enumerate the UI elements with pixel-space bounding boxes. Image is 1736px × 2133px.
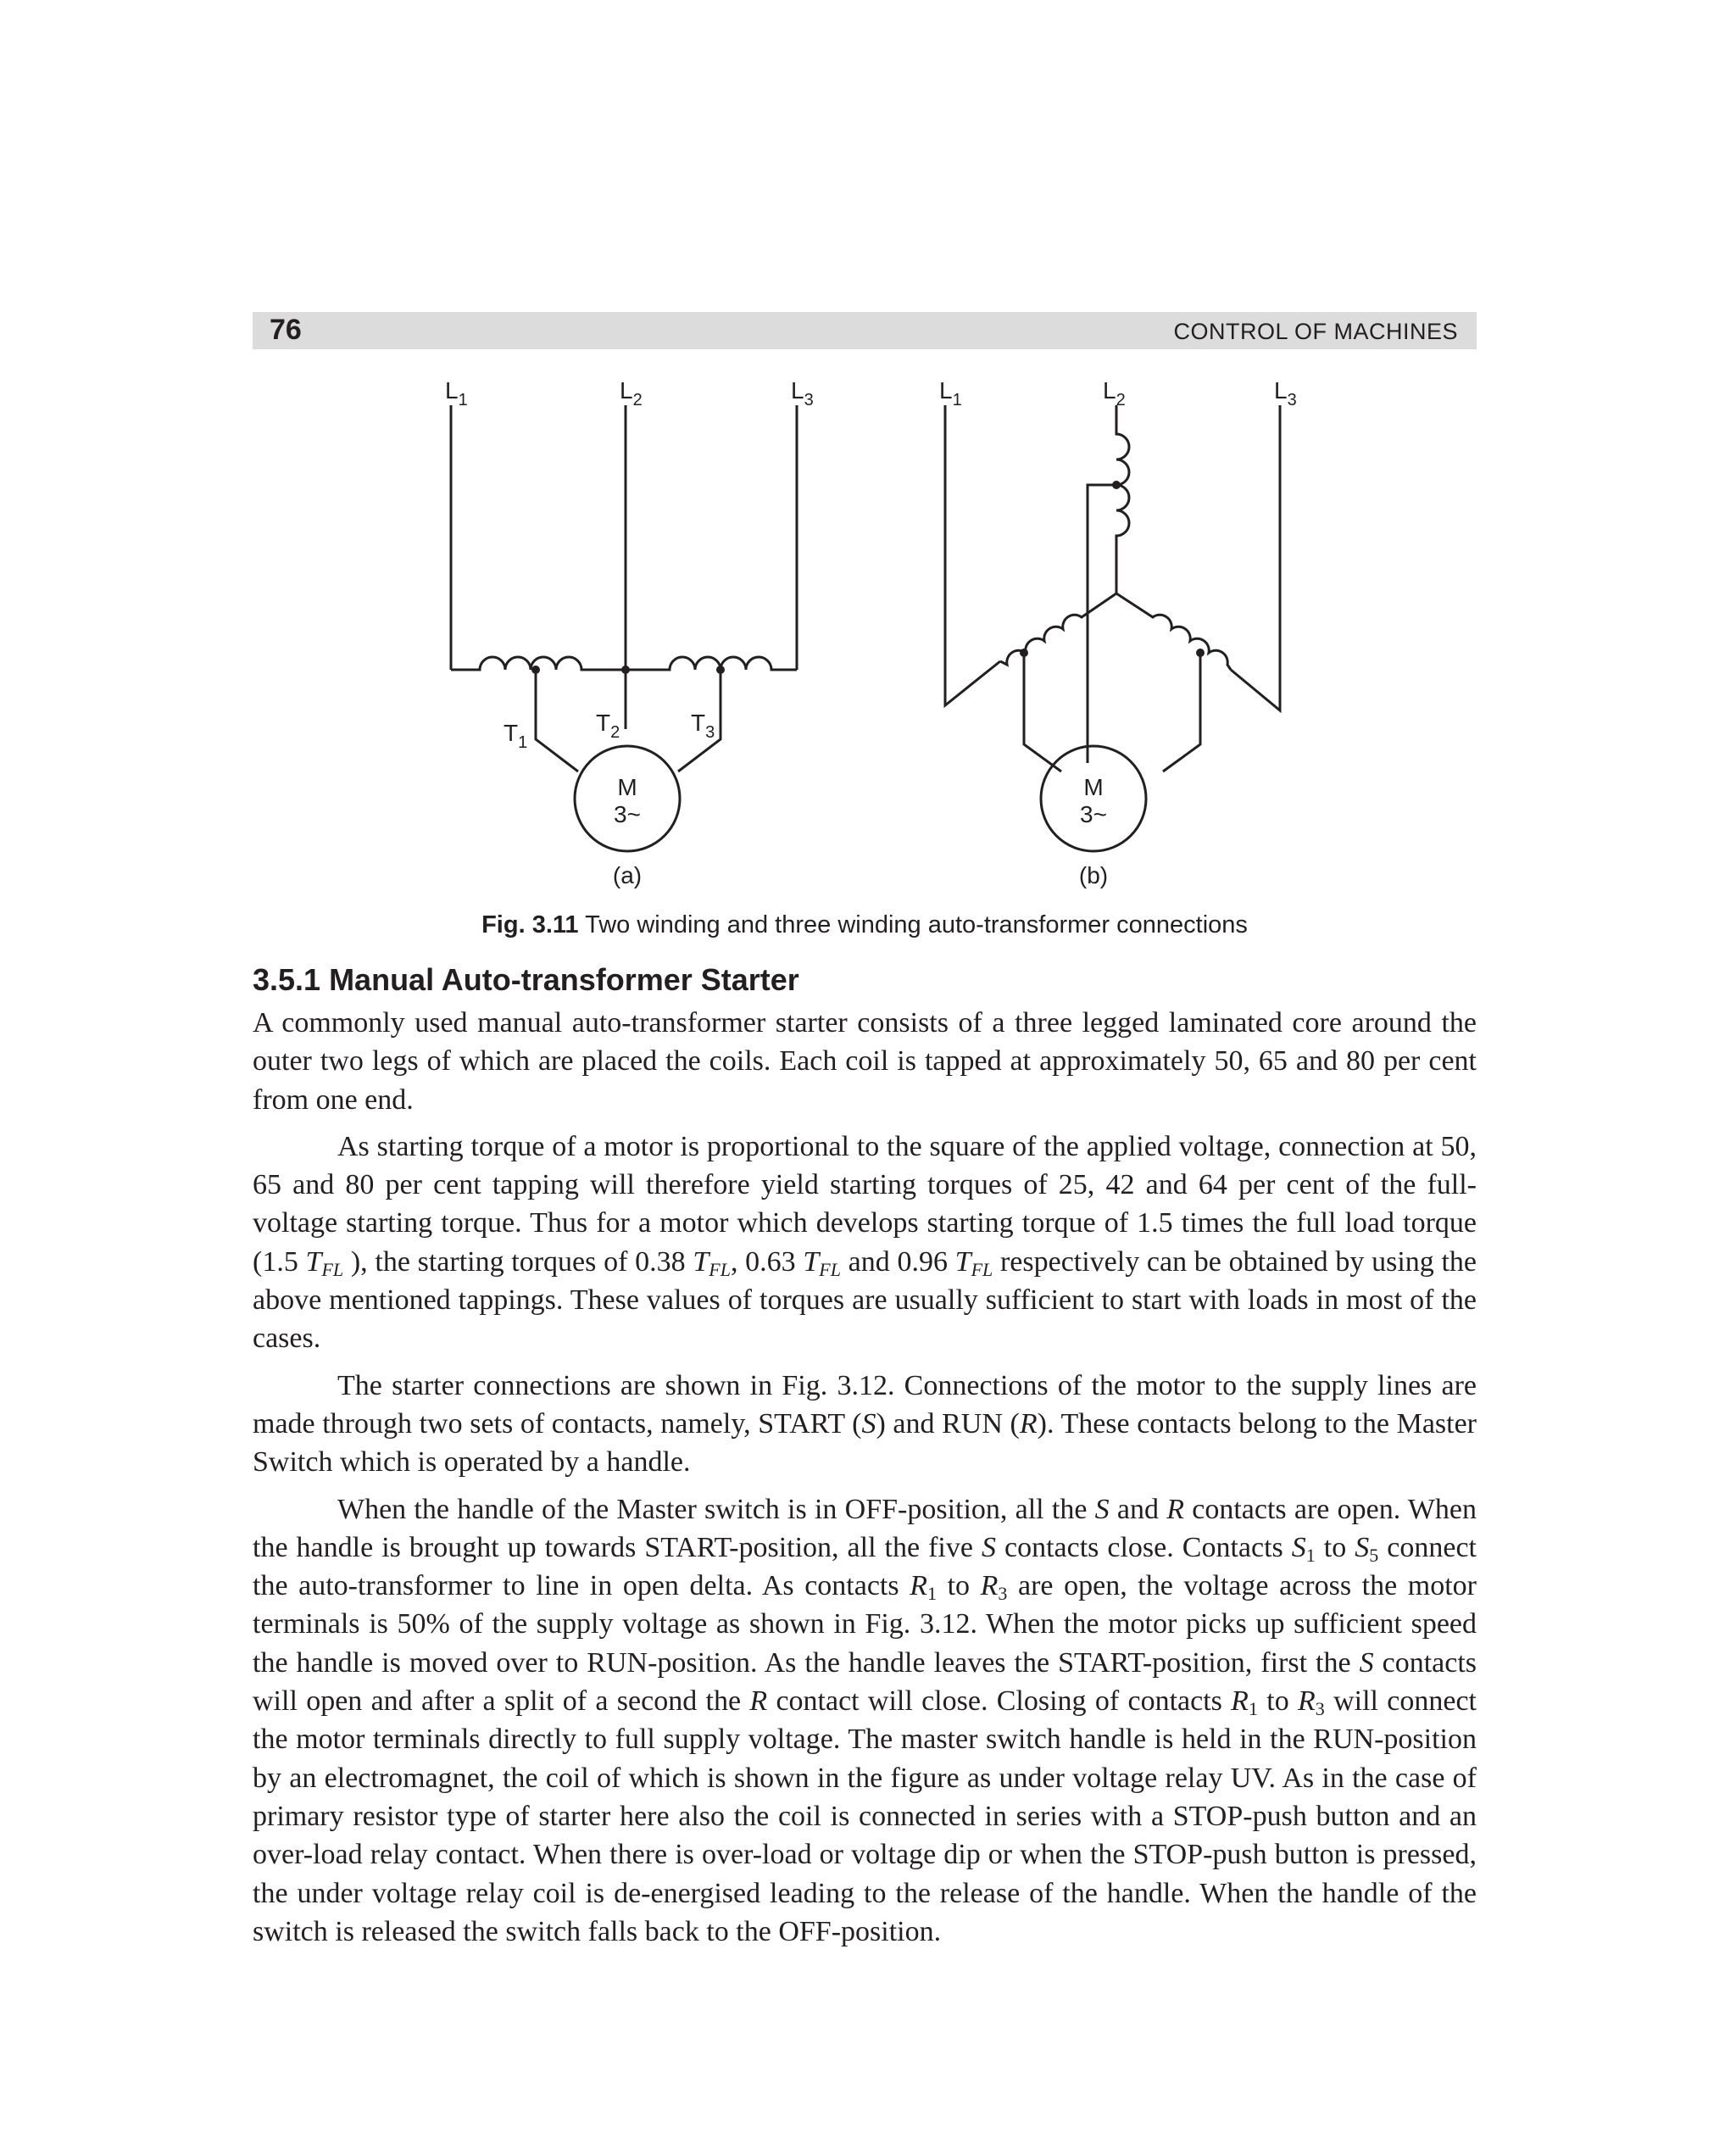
tap-t1-lead	[536, 670, 578, 771]
label-l3-b: $L_3$	[1274, 377, 1297, 409]
junction-dot	[621, 666, 630, 674]
figure-caption	[253, 911, 1477, 939]
label-t3: $T_3$	[691, 710, 715, 742]
paragraph-2: As starting torque of a motor is proportional to the square of the applied voltage, connection at 50, 65 and 80 per cent tapping will therefore yield starting torques of 25, 42 and 64 per cent of the full-voltage starting torque. Thus for a motor which develops starting torque of 1.5 times the full load torque (1.5 $T_{FL}$ ), the starting torques of 0.38 $T_{FL}$, 0.63 $T_{FL}$ and 0.96 $T_{FL}$ respectively can be obtained by using the above mentioned tappings. These values of torques are usually sufficient to start with loads in most of the cases.	[253, 1130, 1477, 1355]
paragraph-4: When the handle of the Master switch is in OFF-position, all the S and R contacts are open. When the handle is brought up towards START-position, all the five S contacts close. Contacts $S_1$ to $S_5$ connect the auto-transformer to line in open delta. As contacts $R_1$ to $R_3$ are open, the voltage across the motor terminals is 50% of the supply voltage as shown in Fig. 3.12. When the motor picks up sufficient speed the handle is moved over to RUN-position. As the handle leaves the START-position, first the S contacts will open and after a split of a second the R contact will close. Closing of contacts $R_1$ to $R_3$ will connect the motor terminals directly to full supply voltage. The master switch handle is held in the RUN-position by an electromagnet, the coil of which is shown in the figure as under voltage relay UV. As in the case of primary resistor type of starter here also the coil is connected in series with a STOP-push button and an over-load relay contact. When there is over-load or voltage dip or when the STOP-push button is pressed, the under voltage relay coil is de-energised leading to the release of the handle. When the handle of the switch is released the switch falls back to the OFF-position.	[253, 1493, 1477, 1947]
motor-a-label-phase: 3~	[614, 801, 641, 827]
left-leg-winding	[1000, 593, 1116, 665]
label-t1: $T_1$	[504, 720, 528, 752]
label-l2-a: $L_2$	[620, 377, 643, 409]
junction-dot	[1020, 649, 1028, 657]
panel-b-circuit	[945, 405, 1280, 851]
center-winding	[1116, 405, 1129, 593]
body-text	[253, 1004, 1477, 1959]
section-heading: 3.5.1 Manual Auto-transformer Starter	[253, 962, 799, 997]
running-head: CONTROL OF MACHINES	[1173, 319, 1458, 344]
junction-dot	[1112, 481, 1121, 489]
panel-b-label: (b)	[1078, 862, 1109, 888]
motor-a-label-m: M	[617, 774, 637, 800]
center-tap-lead	[1088, 485, 1116, 763]
motor-b-label-m: M	[1083, 774, 1104, 800]
right-leg-winding	[1116, 593, 1231, 670]
right-winding	[626, 657, 797, 670]
motor-b-label-phase: 3~	[1080, 801, 1107, 827]
figure-number: Fig. 3.11	[481, 911, 579, 938]
junction-dot	[1196, 649, 1205, 657]
label-l2-b: $L_2$	[1103, 377, 1126, 409]
figure-caption-text: Two winding and three winding auto-transformer connections	[578, 911, 1248, 938]
panel-a-label: (a)	[612, 862, 643, 888]
junction-dot	[531, 666, 540, 674]
paragraph-3: The starter connections are shown in Fig. 3.12. Connections of the motor to the supply lines are made through two sets of contacts, namely, START (S) and RUN (R). These contacts belong to the Master Switch which is operated by a handle.	[253, 1369, 1477, 1479]
line-l3-b	[1231, 405, 1280, 710]
junction-dot	[716, 666, 725, 674]
label-l3-a: $L_3$	[791, 377, 814, 409]
label-t2: $T_2$	[596, 710, 620, 742]
label-l1-b: $L_1$	[939, 377, 962, 409]
label-l1-a: $L_1$	[445, 377, 468, 409]
line-l1-b	[945, 405, 1000, 705]
page-number: 76	[270, 314, 302, 346]
paragraph-1: A commonly used manual auto-transformer starter consists of a three legged laminated core around the outer two legs of which are placed the coils. Each coil is tapped at approximately 50, 65 and 80 per cent from one end.	[253, 1007, 1477, 1116]
left-tap-lead	[1024, 653, 1061, 771]
figure-3-11	[0, 0, 1736, 911]
right-tap-lead	[1163, 653, 1200, 771]
